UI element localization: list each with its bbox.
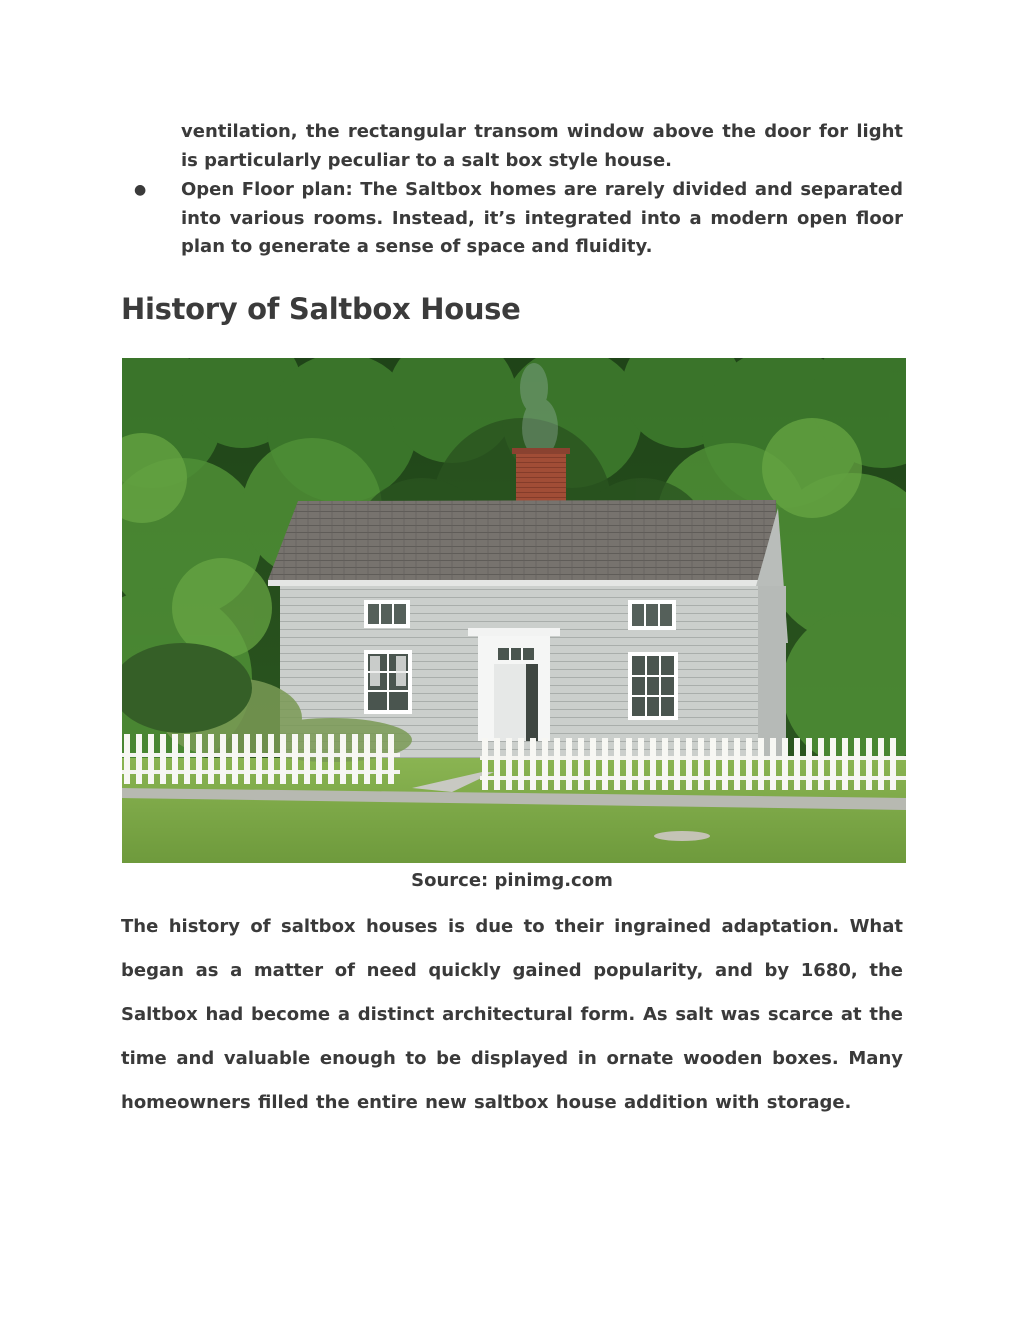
- body-paragraph: The history of saltbox houses is due to their ingrained adaptation. What began as a matter of need quickly gained popularity, and by 1680, the Saltbox had become a distinct architectural form. As salt was scarce at the time and valuable enough to be displayed in ornate wooden boxes. Many homeowners filled the entire new saltbox house addition with storage.: [121, 916, 903, 1113]
- bullet-dot-icon: ●: [134, 182, 147, 198]
- bullet-list: [121, 118, 903, 262]
- bullet-item-open-floor-plan: [121, 176, 903, 262]
- section-heading: History of Saltbox House: [121, 292, 521, 326]
- image-caption: Source: pinimg.com: [411, 870, 613, 891]
- saltbox-house-photo: [122, 358, 906, 863]
- bullet-text: ventilation, the rectangular transom window above the door for light is particularly peculiar to a salt box style house.: [181, 121, 903, 171]
- bullet-item-ventilation: [121, 118, 903, 175]
- bullet-text: Open Floor plan: The Saltbox homes are rarely divided and separated into various rooms. Instead, it’s integrated into a modern open floor plan to generate a sense of space and fluidity.: [181, 179, 903, 257]
